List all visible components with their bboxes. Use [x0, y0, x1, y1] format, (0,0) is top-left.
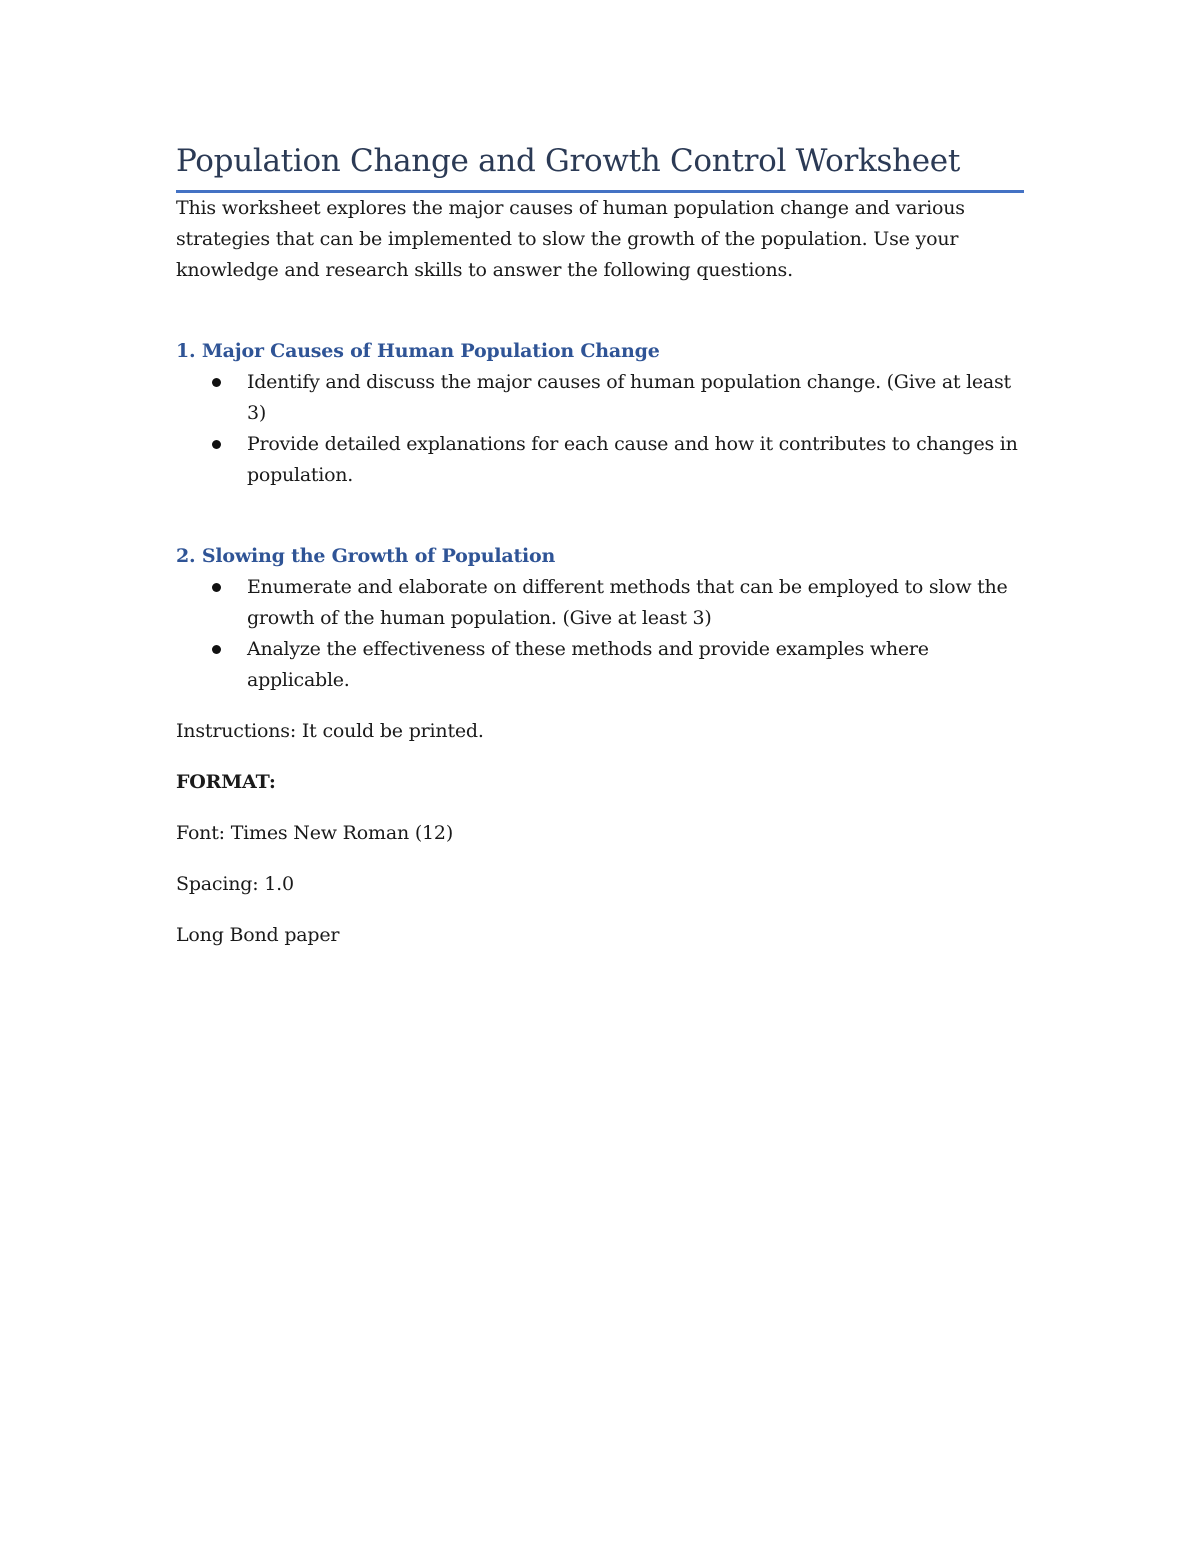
format-paper-line: Long Bond paper — [176, 924, 340, 946]
bullet-icon — [212, 440, 221, 449]
bullet-icon — [212, 378, 221, 387]
list-item — [176, 634, 1027, 696]
section-heading: 1. Major Causes of Human Population Change — [176, 340, 660, 362]
intro-paragraph: This worksheet explores the major causes of human population change and various strategies that can be implemented to slow the growth of the population. Use your knowledge and research skills to answer the following questions. — [176, 197, 965, 281]
list-item-text: Enumerate and elaborate on different methods that can be employed to slow the growth of the human population. (Give at least 3) — [247, 576, 1008, 629]
section-slowing-growth — [176, 541, 1024, 696]
list-item — [176, 572, 1027, 634]
section-heading: 2. Slowing the Growth of Population — [176, 545, 556, 567]
section-major-causes — [176, 336, 1024, 491]
bullet-list — [176, 367, 1024, 491]
instructions-text: Instructions: It could be printed. — [176, 720, 484, 742]
format-spacing-line: Spacing: 1.0 — [176, 873, 294, 895]
document-title: Population Change and Growth Control Worksheet — [176, 143, 961, 179]
list-item — [176, 367, 1027, 429]
format-label: FORMAT: — [176, 771, 276, 793]
list-item-text: Analyze the effectiveness of these methods and provide examples where applicable. — [247, 638, 929, 691]
list-item-text: Identify and discuss the major causes of human population change. (Give at least 3) — [247, 371, 1011, 424]
format-font-line: Font: Times New Roman (12) — [176, 822, 454, 844]
list-item-text: Provide detailed explanations for each cause and how it contributes to changes in population. — [247, 433, 1018, 486]
bullet-icon — [212, 583, 221, 592]
bullet-list — [176, 572, 1024, 696]
bullet-icon — [212, 645, 221, 654]
document-page — [176, 138, 1024, 951]
list-item — [176, 429, 1027, 491]
